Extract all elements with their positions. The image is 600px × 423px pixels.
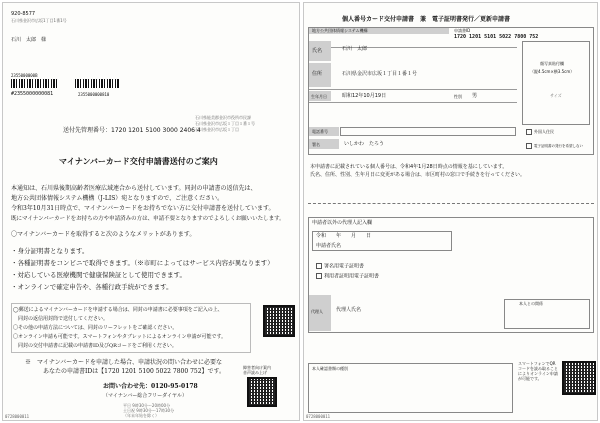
photo-box[interactable]: [522, 41, 590, 125]
photo-size: （縦4.5cm×横3.5cm）: [530, 69, 575, 74]
row-divider: [309, 102, 517, 103]
photo-label: 顔写真貼付欄: [540, 61, 564, 66]
application-qr-code[interactable]: [562, 361, 596, 395]
note-line: ◯郵送によるマイナンバーカードを申請する場合は、同封の申請書に必要事項をご記入の上、: [13, 307, 223, 313]
option-label: 利用者証明用電子証明書: [324, 273, 380, 280]
barcode-number-1: #2355000000081: [11, 91, 54, 97]
date-label: 令和 年 月 日: [316, 233, 372, 239]
checkbox-icon: [316, 273, 322, 279]
birth-label: 生年月日: [311, 94, 327, 99]
qr-caption-2: 音声読み上げ: [243, 370, 267, 375]
signature-label: 署名: [312, 142, 320, 147]
qr-code[interactable]: [263, 305, 295, 337]
benefit-item: ・オンラインで確定申告や、各種行政手続ができます。: [11, 283, 173, 291]
section-label: 申請者以外の代理人記入欄: [312, 220, 373, 226]
header-org: 地方公共団体情報システム機構: [312, 28, 368, 33]
option-2[interactable]: [316, 273, 379, 280]
check-label: 外国人住民: [534, 129, 554, 134]
footer-note-2: あなたの申請書IDは【1720 1201 5100 5022 7800 752】です。: [43, 368, 226, 375]
proxy-label: 代理人: [311, 309, 323, 314]
note-line: 〇オンライン申請も可能です。スマートフォンやタブレットによるオンライン申請が可能です。: [13, 334, 227, 340]
intro-line: 本通知は、石川県後期高齢者医療広域連合から送付しています。同封の申請書の返信先は、: [11, 185, 257, 192]
hours-line-1: 平日 9時30分〜20時00分: [123, 403, 171, 408]
intro-paragraph: [11, 184, 285, 224]
option-label: 署名用電子証明書: [324, 263, 365, 270]
benefit-item: ・対応している医療機関で健康保険証として使用できます。: [11, 271, 186, 279]
row-divider: [309, 89, 517, 90]
inquiry-name: （マイナンバー総合フリーダイヤル）: [103, 393, 187, 399]
page-code: 0728000011: [5, 414, 30, 419]
note-line: 〇その他の申請方法については、同封のリーフレットをご確認ください。: [13, 325, 178, 331]
recipient-address: 石川県金沢市広坂1丁目1番1号: [11, 18, 67, 23]
phone-label: 電話番号: [312, 129, 328, 134]
intro-line: 既にマイナンバーカードをお持ちの方や申請済みの方は、申請不要となりますのでよろしくお願いいたします。: [11, 216, 285, 222]
benefit-item: ・各種証明書をコンビニで取得できます。（※市町によってはサービス内容が異なります）: [11, 259, 274, 267]
address-value: 石川県金沢市広坂１丁目１番１号: [342, 71, 418, 77]
intro-line: 令和3年10月31日時点で、マイナンバーカードをお持ちでない方に交付申請書を送付しています。: [11, 205, 275, 212]
benefits-title: 〇マイナンバーカードを取得すると次のようなメリットがあります。: [11, 231, 196, 238]
bottom-note: 本人確認書類の種別: [312, 366, 348, 371]
option-1[interactable]: [316, 263, 364, 270]
intro-line: 地方公共団体情報システム機構（J-LIS）宛となりますので、ご注意ください。: [11, 195, 224, 202]
form-title: 個人番号カード交付申請書 兼 電子証明書発行／更新申請書: [342, 16, 511, 23]
sender-address-1: 石川県金沢市広坂１丁目１番１号: [195, 121, 255, 126]
name-value: 石川 太郎: [342, 46, 368, 52]
recipient-name: 石川 太郎 様: [11, 37, 47, 43]
notice-line: 本申請書に記載されている個人番号は、令和4年1月28日時点の情報を基にしています。: [310, 164, 508, 170]
page-code: 0728000011: [306, 414, 331, 419]
applicant-id: 1720 1201 5101 5022 7800 752: [454, 34, 539, 40]
application-form-page: [303, 2, 598, 421]
notice-paragraph: [310, 163, 592, 179]
address-label: 住所: [312, 71, 323, 77]
footer-note-1: ※ マイナンバーカードを申請した場合、申請状況の問い合わせに必要な: [25, 359, 223, 366]
checkbox-icon: [526, 129, 532, 135]
photo-note: サイズ: [550, 93, 562, 98]
gender-label: 性別: [454, 94, 462, 99]
tracking-number: 送付先管理番号：1720 1201 5100 3000 2406 4: [63, 127, 201, 134]
sign-label: 申請者氏名: [316, 243, 342, 249]
cut-line: [308, 203, 594, 204]
check-option-2[interactable]: [526, 143, 583, 149]
cover-letter-page: [2, 2, 300, 421]
note-line: 同封の交付申請書に記載の申請書ID及びQRコードをご利用ください。: [13, 343, 177, 349]
barcode-1: [11, 79, 59, 88]
sender-org: 石川県能美郡金沢市役所市民課: [195, 115, 251, 120]
notes-list: [13, 306, 226, 351]
note-line: 同封の返信用封筒で送付してください。: [13, 316, 109, 322]
row-divider: [309, 47, 517, 48]
check-option-1[interactable]: [526, 129, 554, 135]
signature-value: いしかわ たろう: [344, 141, 385, 147]
postal-code: 920-8577: [11, 11, 36, 17]
barcode-label: 2355000000B: [11, 73, 38, 78]
relation-field[interactable]: [504, 299, 590, 329]
checkbox-icon: [526, 143, 532, 149]
hours-line-3: （年末年始を除く）: [123, 413, 159, 418]
qr-caption-1: 障害者向け案内: [243, 365, 271, 370]
proxy-name-label: 代理人氏名: [336, 307, 362, 313]
hours-line-2: 土日祝 9時30分〜17時30分: [123, 408, 175, 413]
sender-address-2: 石川県金沢市広坂１丁目: [195, 127, 239, 132]
benefits-list: [11, 245, 274, 293]
letter-heading: マイナンバーカード交付申請書送付のご案内: [59, 156, 218, 166]
inquiry-phone: お問い合わせ先：0120-95-0178: [103, 383, 198, 390]
notice-line: 氏名、住所、性別、生年月日に変更がある場合は、市区町村の窓口で手続きを行ってください。: [310, 172, 526, 178]
qr-note: スマートフォンでQRコードを読み取ることによりオンライン申請が可能です。: [518, 361, 558, 381]
gender-value: 男: [472, 93, 478, 99]
barcode-2: [75, 79, 120, 88]
phone-field[interactable]: [340, 127, 516, 136]
checkbox-icon: [316, 263, 322, 269]
check-label: 電子証明書の発行を希望しない: [534, 144, 583, 148]
barcode-number-2: 2355000000810: [78, 92, 110, 97]
applicant-id-label: 申請書ID: [454, 28, 471, 33]
voice-qr-code[interactable]: [247, 377, 277, 407]
relation-label: 本人との関係: [519, 301, 543, 306]
benefit-item: ・身分証明書となります。: [11, 247, 89, 255]
birth-value: 昭和12年10月19日: [342, 93, 387, 99]
name-label: 氏名: [312, 48, 323, 54]
